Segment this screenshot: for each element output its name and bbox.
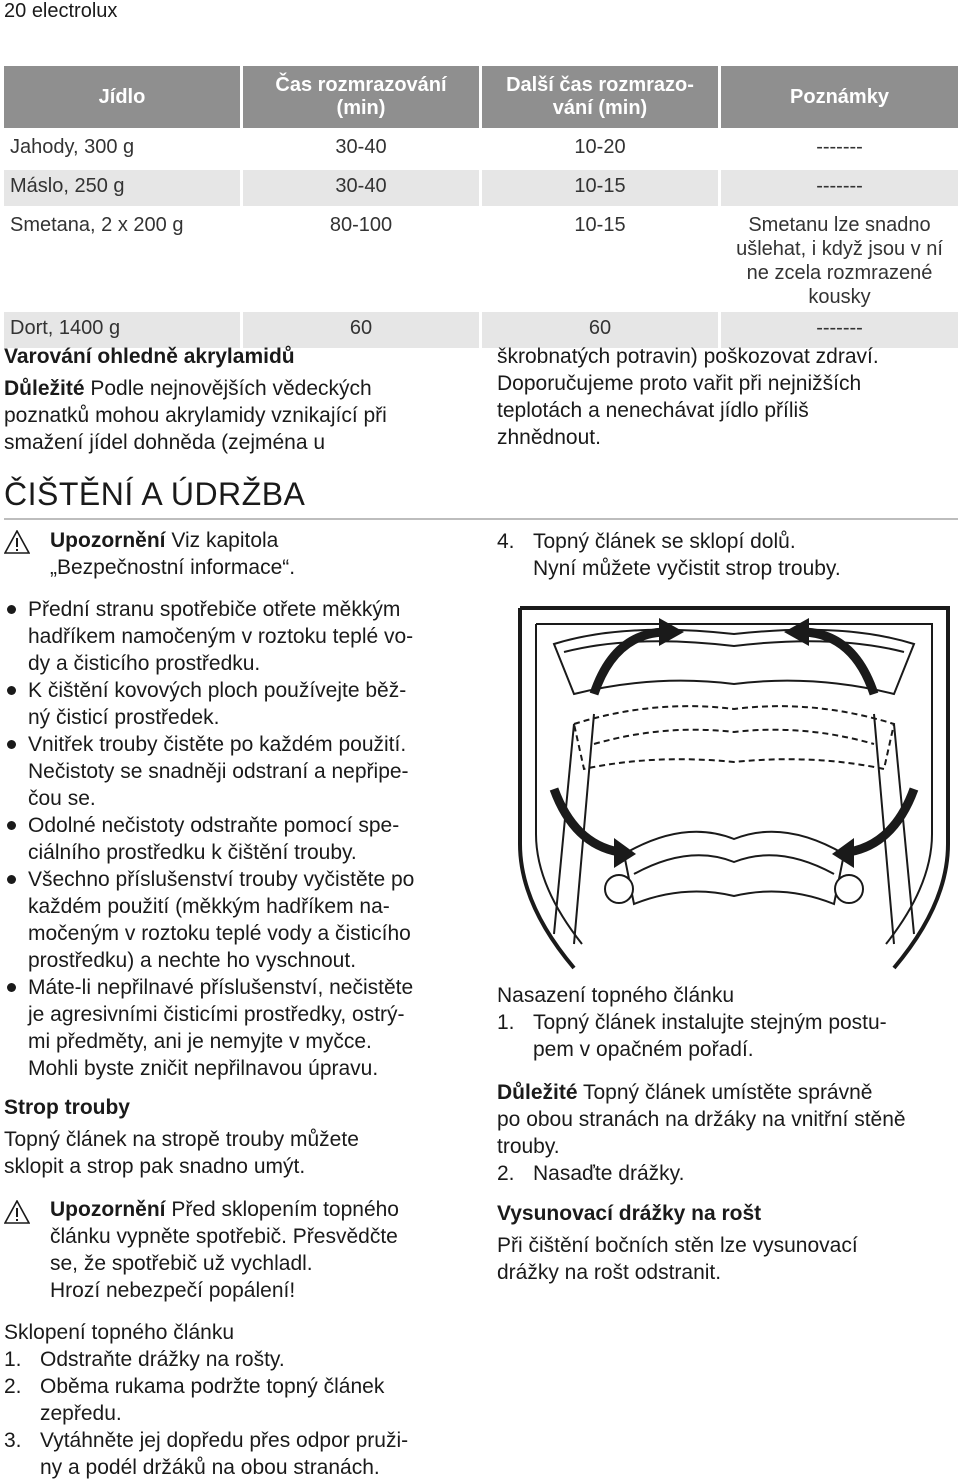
list-item: Přední stranu spotřebiče otřete měkkým hadříkem namočeným v roztoku teplé vo- dy a čisticího prostředku. — [4, 596, 474, 677]
page-number: 20 — [4, 0, 27, 22]
install-title: Nasazení topného článku — [497, 984, 734, 1007]
section-divider — [4, 518, 958, 520]
cleaning-heading: ČIŠTĚNÍ A ÚDRŽBA — [4, 476, 306, 512]
ceiling-warning: Upozornění Před sklopením topného článku vypněte spotřebič. Přesvědčte se, že spotřebič už vychladl. Hrozí nebezpečí popálení! — [50, 1198, 399, 1302]
table-note-cell: Smetanu lze snadno ušlehat, i když jsou v ní ne zcela rozmrazené kousky — [721, 206, 958, 309]
ceiling-heading: Strop trouby — [4, 1096, 130, 1119]
ceiling-intro: Topný článek na stropě trouby můžete sklopit a strop pak snadno umýt. — [4, 1128, 359, 1178]
list-item: 2. Oběma rukama podržte topný článek zepředu. — [4, 1375, 385, 1425]
rails-heading: Vysunovací drážky na rošt — [497, 1202, 762, 1225]
step-four — [497, 528, 957, 582]
list-item: 1. Odstraňte drážky na rošty. — [4, 1348, 285, 1371]
fold-title: Sklopení topného článku — [4, 1321, 235, 1344]
install-important: Důležité Topný článek umístěte správně po obou stranách na držáky na vnitřní stěně trouby. — [497, 1081, 906, 1158]
header-defrost-time: Čas rozmrazování (min) — [243, 66, 482, 128]
header-food: Jídlo — [4, 66, 243, 128]
bullet-dot-icon — [7, 875, 16, 884]
page-header — [4, 0, 117, 23]
warning-triangle-icon — [4, 1200, 30, 1229]
list-item: Všechno příslušenství trouby vyčistěte po každém použití (měkkým hadříkem na- močeným v roztoku teplé vody a čisticího prostředku) a nechte ho vyschnout. — [4, 866, 474, 974]
cleaning-bullet-list — [4, 596, 474, 1082]
acrylamide-text-left: Důležité Podle nejnovějších vědeckých poznatků mohou akrylamidy vznikající při smažení jídel dohněda (zejména u — [4, 377, 387, 454]
table-row: Máslo, 250 g 30-40 10-15 ------- — [4, 167, 958, 206]
bullet-dot-icon — [7, 686, 16, 695]
rails-text: Při čištění bočních stěn lze vysunovací drážky na rošt odstranit. — [497, 1234, 858, 1284]
fold-steps — [4, 1346, 474, 1481]
bullet-dot-icon — [7, 605, 16, 614]
table-row: Smetana, 2 x 200 g 80-100 10-15 Smetanu lze snadno ušlehat, i když jsou v ní ne zcela rozmrazené kousky — [4, 206, 958, 309]
bullet-dot-icon — [7, 740, 16, 749]
list-item: Odolné nečistoty odstraňte pomocí spe- ciálního prostředku k čištění trouby. — [4, 812, 474, 866]
list-item: 2. Nasaďte drážky. — [497, 1162, 685, 1185]
table-row: Jahody, 300 g 30-40 10-20 ------- — [4, 128, 958, 167]
list-item: K čištění kovových ploch používejte běž- ný čisticí prostředek. — [4, 677, 474, 731]
oven-heating-element-illustration — [514, 604, 954, 975]
acrylamide-heading: Varování ohledně akrylamidů — [4, 345, 295, 368]
acrylamide-text-right: škrobnatých potravin) poškozovat zdraví. Doporučujeme proto vařit při nejnižších teplotách a nenechávat jídlo příliš zhnědnout. — [497, 345, 879, 449]
cleaning-warning: Upozornění Viz kapitola „Bezpečnostní informace“. — [50, 529, 296, 579]
list-item: Vnitřek trouby čistěte po každém použití. Nečistoty se snadněji odstraní a nepřipe- čou se. — [4, 731, 474, 812]
bullet-dot-icon — [7, 983, 16, 992]
warning-triangle-icon — [4, 530, 30, 559]
table-header-row — [4, 66, 958, 128]
list-item: 1. Topný článek instalujte stejným postu- pem v opačném pořadí. — [497, 1011, 887, 1061]
list-item: 4. Topný článek se sklopí dolů. Nyní můžete vyčistit strop trouby. — [497, 530, 841, 580]
defrost-table — [4, 66, 958, 348]
list-item: 3. Vytáhněte jej dopředu přes odpor pruži- ny a podél držáků na obou stranách. — [4, 1429, 409, 1479]
install-step-two — [497, 1160, 957, 1187]
brand-name: electrolux — [31, 0, 118, 22]
header-extra-time: Další čas rozmrazo- vání (min) — [482, 66, 721, 128]
bullet-dot-icon — [7, 821, 16, 830]
install-step-one — [497, 1009, 957, 1063]
table-row: Dort, 1400 g 60 60 ------- — [4, 309, 958, 348]
list-item: Máte-li nepřilnavé příslušenství, nečistěte je agresivními čisticími prostředky, ostrý- mi předměty, ani je nemyjte v myčce. Mohli byste zničit nepřilnavou úpravu. — [4, 974, 474, 1082]
header-notes: Poznámky — [721, 66, 958, 128]
